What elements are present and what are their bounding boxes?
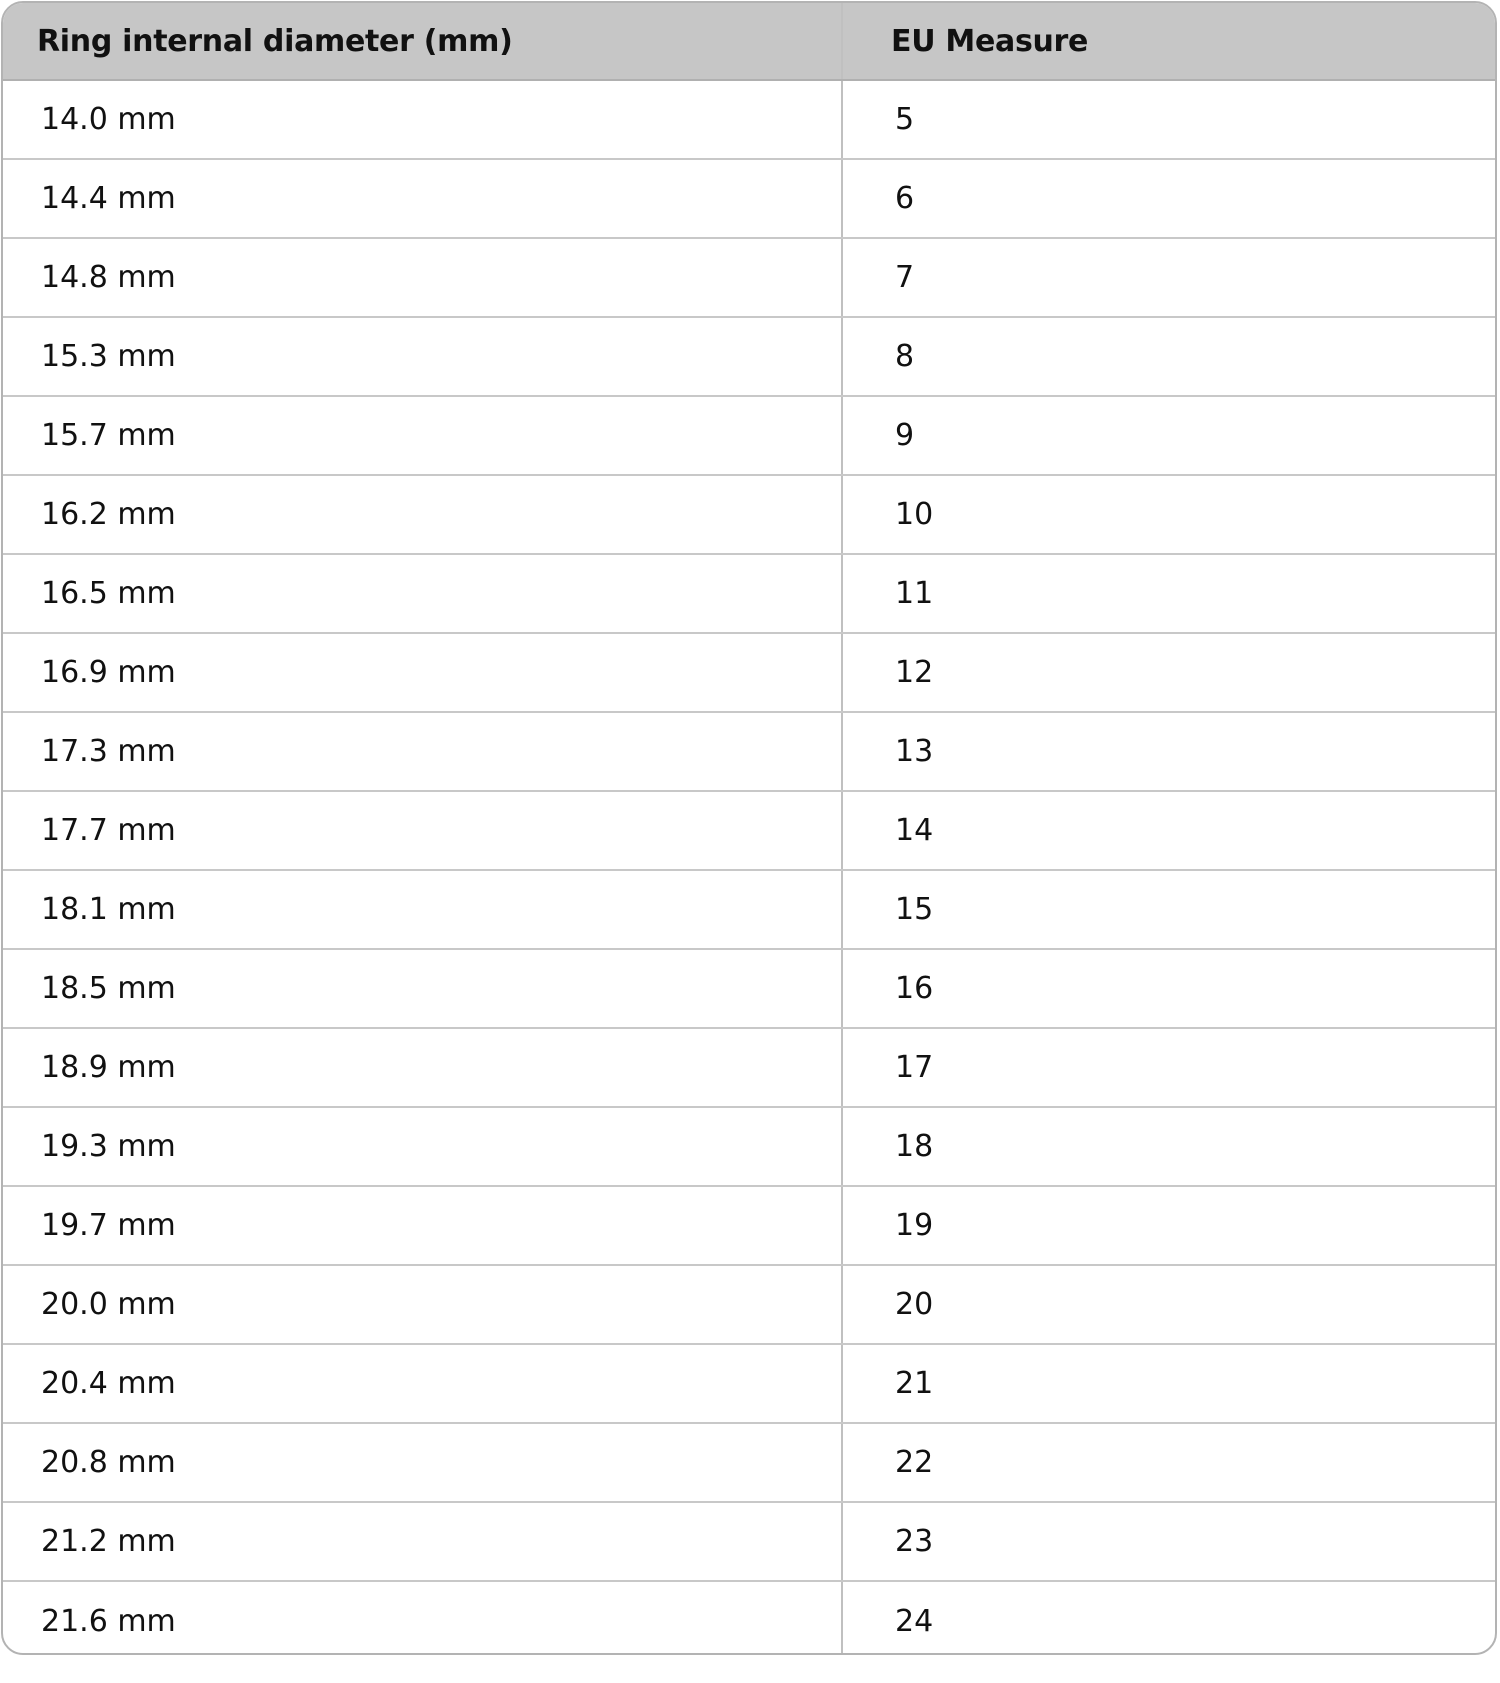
table-row (3, 239, 1495, 318)
eu-measure-value: 9 (895, 418, 915, 453)
cell-diameter (3, 1108, 843, 1185)
table-row (3, 1503, 1495, 1582)
cell-eu-measure (843, 634, 1495, 711)
eu-measure-value: 5 (895, 102, 915, 137)
diameter-value: 16.5 mm (41, 576, 176, 611)
eu-measure-value: 22 (895, 1445, 934, 1480)
table-row (3, 1582, 1495, 1655)
table-row (3, 792, 1495, 871)
table-row (3, 555, 1495, 634)
cell-diameter (3, 713, 843, 790)
cell-diameter (3, 1029, 843, 1106)
cell-eu-measure (843, 713, 1495, 790)
cell-diameter (3, 1424, 843, 1501)
cell-diameter (3, 476, 843, 553)
eu-measure-value: 6 (895, 181, 915, 216)
table-row (3, 476, 1495, 555)
eu-measure-value: 17 (895, 1050, 934, 1085)
eu-measure-value: 11 (895, 576, 934, 611)
table-row (3, 1424, 1495, 1503)
table-row (3, 1108, 1495, 1187)
eu-measure-value: 15 (895, 892, 934, 927)
cell-diameter (3, 1266, 843, 1343)
table-row (3, 871, 1495, 950)
cell-eu-measure (843, 1424, 1495, 1501)
eu-measure-value: 20 (895, 1287, 934, 1322)
cell-eu-measure (843, 792, 1495, 869)
cell-diameter (3, 1503, 843, 1580)
cell-diameter (3, 160, 843, 237)
diameter-value: 19.7 mm (41, 1208, 176, 1243)
eu-measure-value: 12 (895, 655, 934, 690)
diameter-value: 19.3 mm (41, 1129, 176, 1164)
cell-eu-measure (843, 239, 1495, 316)
cell-diameter (3, 871, 843, 948)
cell-eu-measure (843, 1345, 1495, 1422)
diameter-value: 21.2 mm (41, 1524, 176, 1559)
eu-measure-value: 16 (895, 971, 934, 1006)
table-row (3, 634, 1495, 713)
eu-measure-value: 14 (895, 813, 934, 848)
cell-eu-measure (843, 160, 1495, 237)
cell-diameter (3, 1582, 843, 1655)
cell-eu-measure (843, 397, 1495, 474)
eu-measure-value: 18 (895, 1129, 934, 1164)
diameter-value: 15.7 mm (41, 418, 176, 453)
cell-eu-measure (843, 318, 1495, 395)
diameter-value: 16.2 mm (41, 497, 176, 532)
diameter-value: 17.3 mm (41, 734, 176, 769)
eu-measure-value: 19 (895, 1208, 934, 1243)
table-row (3, 397, 1495, 476)
table-body (3, 81, 1495, 1655)
eu-measure-value: 7 (895, 260, 915, 295)
cell-diameter (3, 81, 843, 158)
cell-eu-measure (843, 1029, 1495, 1106)
cell-diameter (3, 397, 843, 474)
cell-diameter (3, 634, 843, 711)
eu-measure-value: 24 (895, 1604, 934, 1639)
cell-eu-measure (843, 1108, 1495, 1185)
header-cell-diameter (3, 3, 843, 79)
diameter-value: 14.4 mm (41, 181, 176, 216)
cell-eu-measure (843, 555, 1495, 632)
diameter-value: 18.1 mm (41, 892, 176, 927)
cell-diameter (3, 1187, 843, 1264)
table-row (3, 1187, 1495, 1266)
ring-size-table (1, 1, 1497, 1655)
table-row (3, 160, 1495, 239)
cell-diameter (3, 555, 843, 632)
diameter-value: 20.4 mm (41, 1366, 176, 1401)
diameter-value: 20.8 mm (41, 1445, 176, 1480)
eu-measure-value: 13 (895, 734, 934, 769)
cell-eu-measure (843, 1503, 1495, 1580)
eu-measure-value: 10 (895, 497, 934, 532)
table-row (3, 318, 1495, 397)
diameter-value: 18.9 mm (41, 1050, 176, 1085)
diameter-value: 14.0 mm (41, 102, 176, 137)
eu-measure-value: 8 (895, 339, 915, 374)
table-row (3, 1345, 1495, 1424)
eu-measure-value: 23 (895, 1524, 934, 1559)
cell-diameter (3, 792, 843, 869)
diameter-value: 14.8 mm (41, 260, 176, 295)
cell-eu-measure (843, 1582, 1495, 1655)
table-row (3, 950, 1495, 1029)
cell-eu-measure (843, 950, 1495, 1027)
cell-diameter (3, 1345, 843, 1422)
header-cell-eu-measure (843, 3, 1495, 79)
cell-diameter (3, 318, 843, 395)
diameter-value: 17.7 mm (41, 813, 176, 848)
cell-eu-measure (843, 476, 1495, 553)
table-row (3, 1029, 1495, 1108)
diameter-value: 15.3 mm (41, 339, 176, 374)
cell-eu-measure (843, 1266, 1495, 1343)
cell-eu-measure (843, 81, 1495, 158)
header-label-eu-measure: EU Measure (891, 23, 1089, 59)
cell-eu-measure (843, 871, 1495, 948)
cell-eu-measure (843, 1187, 1495, 1264)
table-row (3, 1266, 1495, 1345)
diameter-value: 20.0 mm (41, 1287, 176, 1322)
table-row (3, 713, 1495, 792)
cell-diameter (3, 950, 843, 1027)
table-row (3, 81, 1495, 160)
diameter-value: 18.5 mm (41, 971, 176, 1006)
diameter-value: 16.9 mm (41, 655, 176, 690)
header-label-diameter: Ring internal diameter (mm) (37, 23, 513, 59)
cell-diameter (3, 239, 843, 316)
diameter-value: 21.6 mm (41, 1604, 176, 1639)
table-header (3, 3, 1495, 81)
eu-measure-value: 21 (895, 1366, 934, 1401)
